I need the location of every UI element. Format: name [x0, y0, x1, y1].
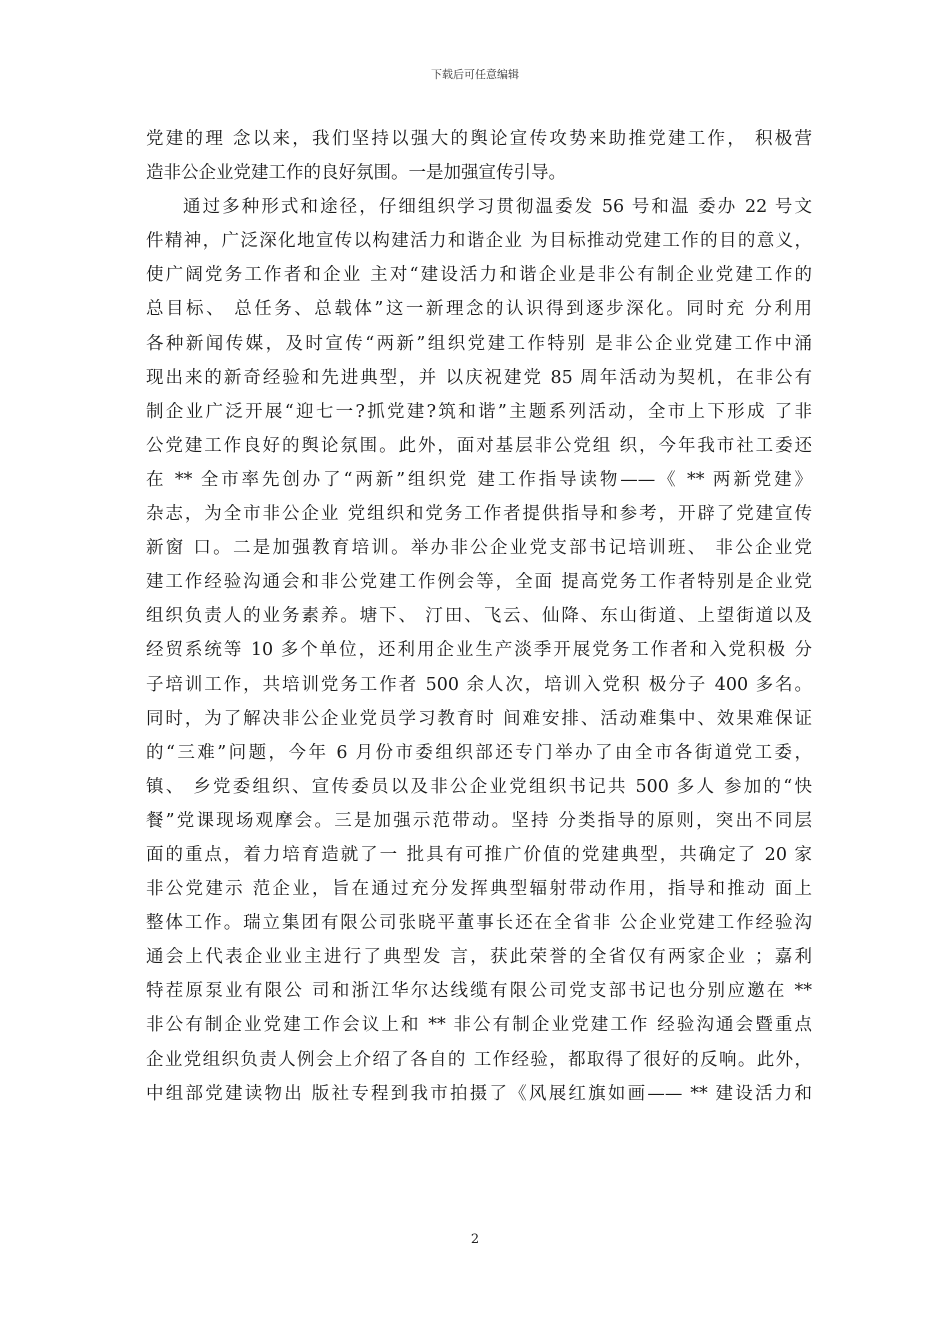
text-line: 通过多种形式和途径，仔细组织学习贯彻温委发 56 号和温 委办 22 号文	[183, 197, 812, 218]
text-line: 的“三难”问题，今年 6 月份市委组织部还专门举办了由全市各街道党工委，	[146, 742, 812, 763]
text-line: 建工作经验沟通会和非公党建工作例会等，全面 提高党务工作者特别是企业党	[146, 572, 812, 593]
text-line: 新窗 口。二是加强教育培训。举办非公企业党支部书记培训班、 非公企业党	[146, 538, 812, 559]
text-line: 在 ** 全市率先创办了“两新”组织党 建工作指导读物——《 ** 两新党建》	[146, 469, 812, 490]
text-line: 制企业广泛开展“迎七一?抓党建?筑和谐”主题系列活动，全市上下形成 了非	[146, 401, 812, 422]
text-line: 子培训工作，共培训党务工作者 500 余人次，培训入党积 极分子 400 多名。	[146, 674, 812, 695]
text-line: 非公党建示 范企业，旨在通过充分发挥典型辐射带动作用，指导和推动 面上	[146, 879, 812, 900]
text-line: 现出来的新奇经验和先进典型，并 以庆祝建党 85 周年活动为契机，在非公有	[146, 367, 812, 388]
text-line: 企业党组织负责人例会上介绍了各自的 工作经验，都取得了很好的反响。此外，	[146, 1049, 812, 1070]
text-line: 各种新闻传媒，及时宣传“两新”组织党建工作特别 是非公企业党建工作中涌	[146, 333, 812, 354]
text-line: 组织负责人的业务素养。塘下、 汀田、飞云、仙降、东山街道、上望街道以及	[146, 606, 812, 627]
text-line: 公党建工作良好的舆论氛围。此外，面对基层非公党组 织，今年我市社工委还	[146, 435, 812, 456]
document-body	[146, 122, 812, 1111]
text-line: 中组部党建读物出 版社专程到我市拍摄了《风展红旗如画—— ** 建设活力和	[146, 1083, 812, 1104]
text-line: 餐”党课现场观摩会。三是加强示范带动。坚持 分类指导的原则，突出不同层	[146, 810, 812, 831]
text-line: 造非公企业党建工作的良好氛围。一是加强宣传引导。	[146, 163, 566, 184]
text-line: 整体工作。瑞立集团有限公司张晓平董事长还在全省非 公企业党建工作经验沟	[146, 913, 812, 934]
text-line: 总目标、 总任务、总载体”这一新理念的认识得到逐步深化。同时充 分利用	[146, 299, 812, 320]
text-line: 特茬原泵业有限公 司和浙江华尔达线缆有限公司党支部书记也分别应邀在 **	[146, 981, 812, 1002]
text-line: 党建的理 念以来，我们坚持以强大的舆论宣传攻势来助推党建工作， 积极营	[146, 129, 812, 149]
text-line: 同时，为了解决非公企业党员学习教育时 间难安排、活动难集中、效果难保证	[146, 708, 812, 729]
text-line: 非公有制企业党建工作会议上和 ** 非公有制企业党建工作 经验沟通会暨重点	[146, 1015, 812, 1036]
page-header: 下载后可任意编辑	[431, 68, 519, 81]
text-line: 件精神，广泛深化地宣传以构建活力和谐企业 为目标推动党建工作的目的意义，	[146, 231, 812, 252]
text-line: 面的重点，着力培育造就了一 批具有可推广价值的党建典型，共确定了 20 家	[146, 844, 812, 865]
page-number: 2	[470, 1232, 480, 1247]
text-line: 经贸系统等 10 多个单位，还利用企业生产淡季开展党务工作者和入党积极 分	[146, 640, 812, 661]
text-line: 镇、 乡党委组织、宣传委员以及非公企业党组织书记共 500 多人 参加的“快	[146, 776, 812, 797]
text-line: 通会上代表企业业主进行了典型发 言，获此荣誉的全省仅有两家企业 ；嘉利	[146, 947, 812, 968]
text-line: 使广阔党务工作者和企业 主对“建设活力和谐企业是非公有制企业党建工作的	[146, 265, 812, 286]
text-line: 杂志，为全市非公企业 党组织和党务工作者提供指导和参考，开辟了党建宣传	[146, 504, 812, 525]
